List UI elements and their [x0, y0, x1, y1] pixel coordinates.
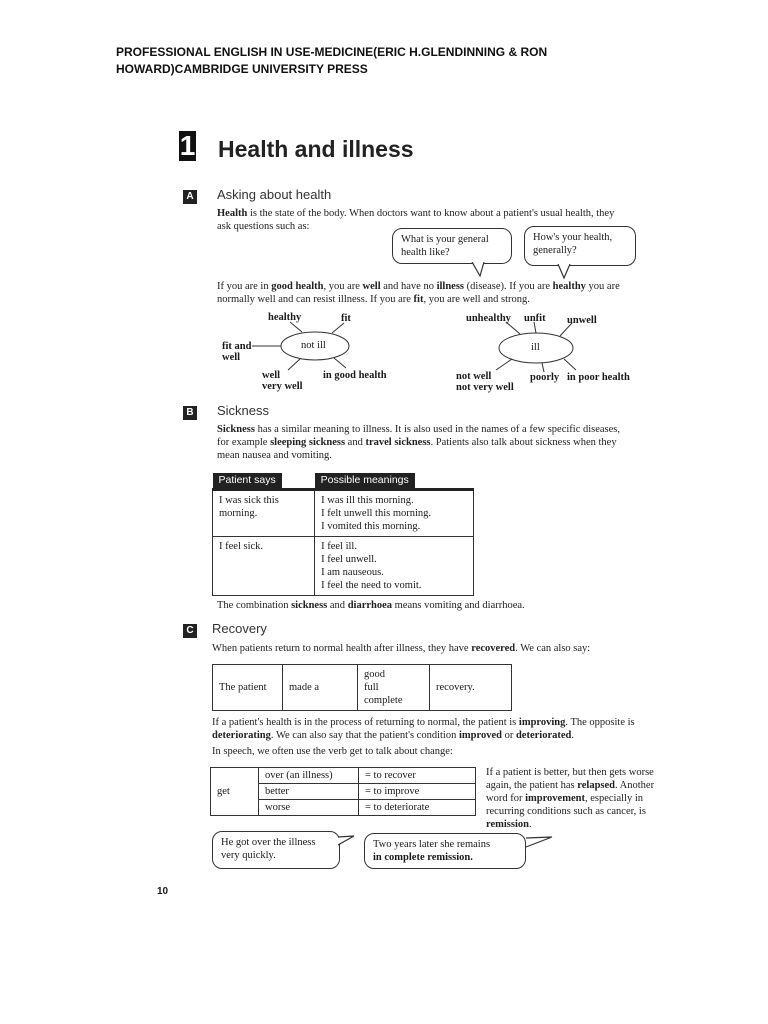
diagram-center-ill: ill — [531, 342, 540, 353]
section-b-after: The combination sickness and diarrhoea means vomiting and diarrhoea. — [217, 600, 525, 611]
section-a-intro: Health is the state of the body. When doctors want to know about a patient's usual health, they ask questions such as: — [217, 208, 615, 232]
section-c-para3: In speech, we often use the verb get to talk about change: — [212, 746, 453, 757]
section-c-title: Recovery — [212, 621, 267, 636]
bubble-tail — [524, 835, 554, 851]
diagram-label-unhealthy: unhealthy — [466, 313, 511, 324]
diagram-label-poorly: poorly — [530, 372, 560, 383]
diagram-label-well-line2: well — [222, 352, 241, 363]
get-verb: get — [211, 768, 259, 816]
table-row — [211, 768, 476, 784]
section-a-letter: A — [183, 190, 197, 204]
diagram-label-healthy: healthy — [268, 312, 302, 323]
section-a-para2: If you are in good health, you are well and have no illness (disease). If you are healthy you are normally well and can resist illness. If you are fit, you are well and strong. — [217, 281, 620, 305]
speech-bubble-remission: Two years later she remains in complete remission. — [364, 833, 526, 869]
table-header-patient-says: Patient says — [213, 473, 315, 490]
get-meaning: = to deteriorate — [359, 800, 476, 816]
diagram-label-not-well: not well — [456, 371, 492, 382]
table-header-possible-meanings: Possible meanings — [315, 473, 474, 490]
table-row — [213, 490, 474, 537]
unit-title: Health and illness — [218, 136, 414, 162]
section-b-title: Sickness — [217, 403, 270, 418]
diagram-center-not-ill: not ill — [301, 340, 326, 351]
bubble-tail — [556, 264, 576, 280]
meanings-cell: I feel ill. I feel unwell. I am nauseous. I feel the need to vomit. — [315, 537, 474, 596]
relapse-note: If a patient is better, but then gets worse again, the patient has relapsed. Another word for improvement, especially in recurring conditions such as cancer, is remission. — [486, 767, 655, 830]
section-c-para2: If a patient's health is in the process of returning to normal, the patient is improving. The opposite is deteriorating. We can also say that the patient's condition improved or deteriorated. — [212, 717, 635, 741]
patient-says-cell: I feel sick. — [213, 537, 315, 596]
bubble-tail — [338, 834, 358, 850]
diagram-label-unfit: unfit — [524, 313, 546, 324]
table-row — [213, 537, 474, 596]
diagram-label-very-well: very well — [262, 381, 303, 392]
get-phrase: over (an illness) — [259, 768, 359, 784]
diagram-label-well: well — [262, 370, 281, 381]
diagram-label-fit-and: fit and — [222, 341, 252, 352]
diagram-label-not-very-well: not very well — [456, 382, 514, 393]
page-number: 10 — [157, 886, 169, 897]
unit-number: 1 — [179, 131, 196, 161]
section-a-title: Asking about health — [217, 187, 332, 202]
section-b-para: Sickness has a similar meaning to illness. It is also used in the names of a few specific diseases, for example sleeping sickness and travel sickness. Patients also talk about sickness when they mean nausea and vomiting. — [217, 424, 621, 461]
recovery-subject: The patient — [213, 665, 283, 711]
header-line-1: PROFESSIONAL ENGLISH IN USE-MEDICINE(ERIC H.GLENDINNING & RON — [116, 45, 548, 59]
get-phrase: worse — [259, 800, 359, 816]
recovery-adjectives: good full complete — [358, 665, 430, 711]
diagram-label-unwell: unwell — [567, 315, 597, 326]
section-b-letter: B — [183, 406, 197, 420]
header-line-2: HOWARD)CAMBRIDGE UNIVERSITY PRESS — [116, 62, 368, 76]
diagram-label-fit: fit — [341, 313, 351, 324]
document-header — [116, 44, 716, 78]
section-c-para1: When patients return to normal health after illness, they have recovered. We can also say: — [212, 643, 591, 654]
get-table — [210, 767, 476, 816]
speech-bubble-general-health: What is your general health like? — [392, 228, 512, 264]
get-meaning: = to improve — [359, 784, 476, 800]
bubble-tail — [470, 262, 490, 278]
speech-bubble-got-over: He got over the illness very quickly. — [212, 831, 340, 869]
get-meaning: = to recover — [359, 768, 476, 784]
get-phrase: better — [259, 784, 359, 800]
meanings-cell: I was ill this morning. I felt unwell this morning. I vomited this morning. — [315, 490, 474, 537]
diagram-label-in-good-health: in good health — [323, 370, 387, 381]
recovery-noun: recovery. — [430, 665, 512, 711]
sickness-table — [212, 473, 474, 596]
section-c-letter: C — [183, 624, 197, 638]
recovery-table — [212, 664, 512, 711]
table-row — [213, 665, 512, 711]
recovery-verb: made a — [283, 665, 358, 711]
speech-bubble-how-is-your-health: How's your health, generally? — [524, 226, 636, 266]
patient-says-cell: I was sick this morning. — [213, 490, 315, 537]
diagram-label-in-poor-health: in poor health — [567, 372, 630, 383]
